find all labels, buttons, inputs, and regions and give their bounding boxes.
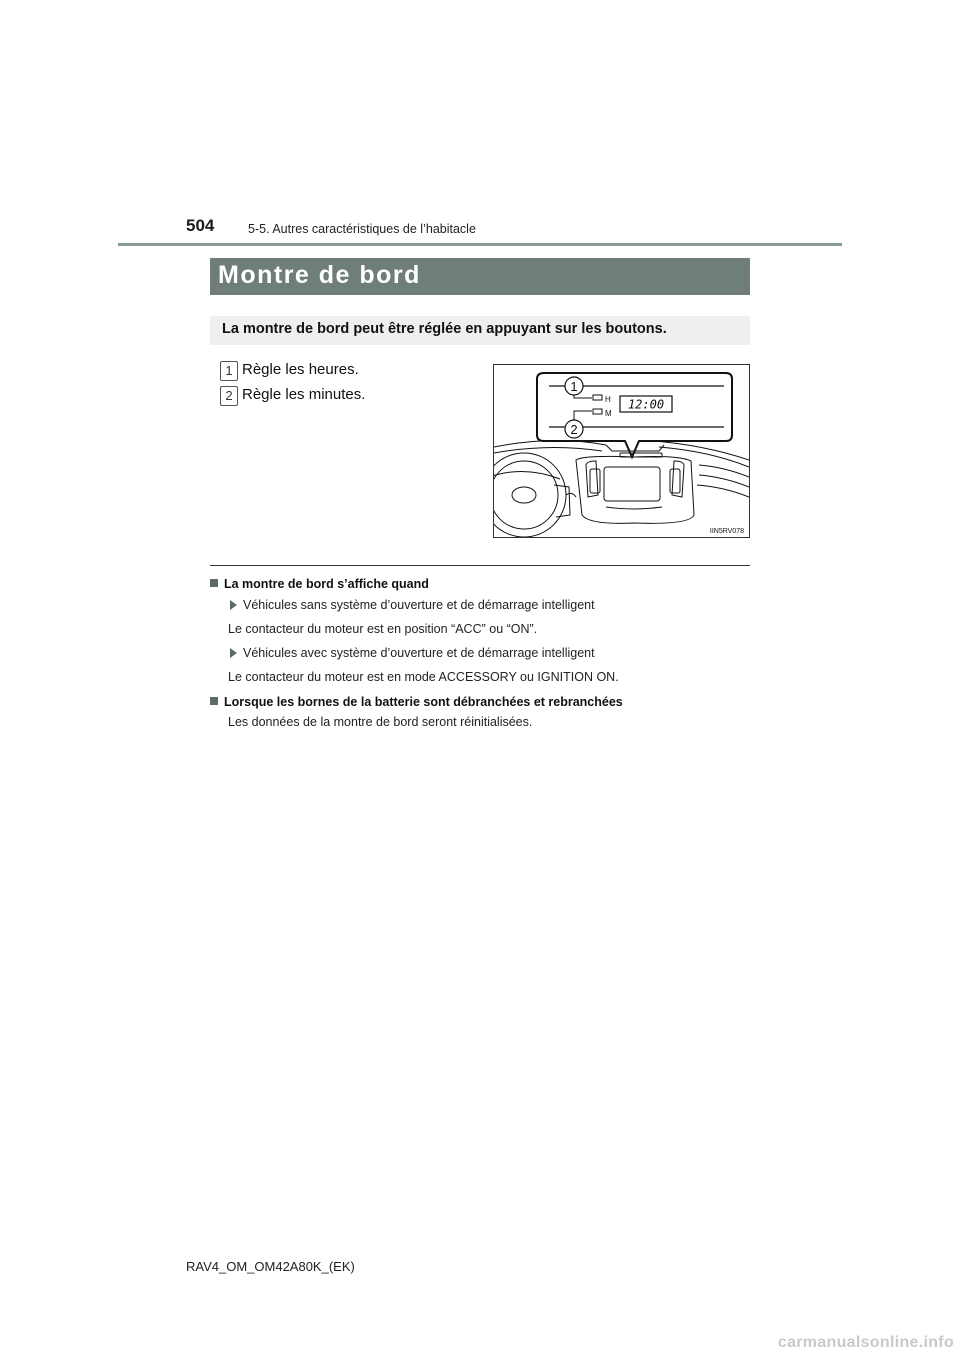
square-bullet-icon bbox=[210, 579, 218, 587]
note-subitem-text: Véhicules sans système d’ouverture et de démarrage intelligent bbox=[243, 598, 595, 612]
minute-button-icon bbox=[593, 409, 602, 414]
note-text: Le contacteur du moteur est en position “ACC” ou “ON”. bbox=[228, 622, 538, 636]
intro-box bbox=[210, 316, 750, 345]
callout-number-1: 1 bbox=[570, 379, 578, 394]
header-divider bbox=[118, 243, 842, 246]
page-title: Montre de bord bbox=[218, 261, 421, 289]
note-text: Le contacteur du moteur est en mode ACCESSORY ou IGNITION ON. bbox=[228, 670, 619, 684]
clock-display-text: 12:00 bbox=[627, 397, 665, 412]
document-code: RAV4_OM_OM42A80K_(EK) bbox=[186, 1259, 355, 1274]
note-heading-text: Lorsque les bornes de la batterie sont débranchées et rebranchées bbox=[224, 695, 623, 709]
page-number: 504 bbox=[186, 216, 215, 235]
square-bullet-icon bbox=[210, 697, 218, 705]
illustration-code: IIN5RV078 bbox=[709, 528, 744, 535]
note-subitem-text: Véhicules avec système d’ouverture et de démarrage intelligent bbox=[243, 646, 595, 660]
note-subitem bbox=[228, 598, 595, 612]
page-title-bar bbox=[210, 258, 750, 295]
note-subitem bbox=[228, 646, 595, 660]
section-title: 5-5. Autres caractéristiques de l’habitacle bbox=[248, 222, 476, 236]
step-text: Règle les heures. bbox=[242, 361, 359, 378]
hour-button-icon bbox=[593, 395, 602, 400]
dashboard-drawing bbox=[494, 365, 749, 537]
dashboard-outline bbox=[494, 440, 749, 537]
watermark-text: carmanualsonline.info bbox=[777, 1334, 954, 1351]
step-number: 1 bbox=[220, 361, 238, 381]
note-heading-text: La montre de bord s’affiche quand bbox=[224, 577, 429, 591]
button-m-label: M bbox=[605, 409, 612, 418]
step-number: 2 bbox=[220, 386, 238, 406]
note-heading bbox=[210, 577, 429, 591]
note-heading bbox=[210, 695, 623, 709]
note-text: Les données de la montre de bord seront réinitialisées. bbox=[228, 715, 533, 729]
triangle-bullet-icon bbox=[230, 648, 237, 658]
triangle-bullet-icon bbox=[230, 600, 237, 610]
section-divider bbox=[210, 565, 750, 566]
callout-number-2: 2 bbox=[570, 422, 578, 437]
button-h-label: H bbox=[605, 395, 611, 404]
step-text: Règle les minutes. bbox=[242, 386, 366, 403]
dashboard-illustration bbox=[493, 364, 750, 538]
intro-text: La montre de bord peut être réglée en appuyant sur les boutons. bbox=[222, 321, 667, 337]
